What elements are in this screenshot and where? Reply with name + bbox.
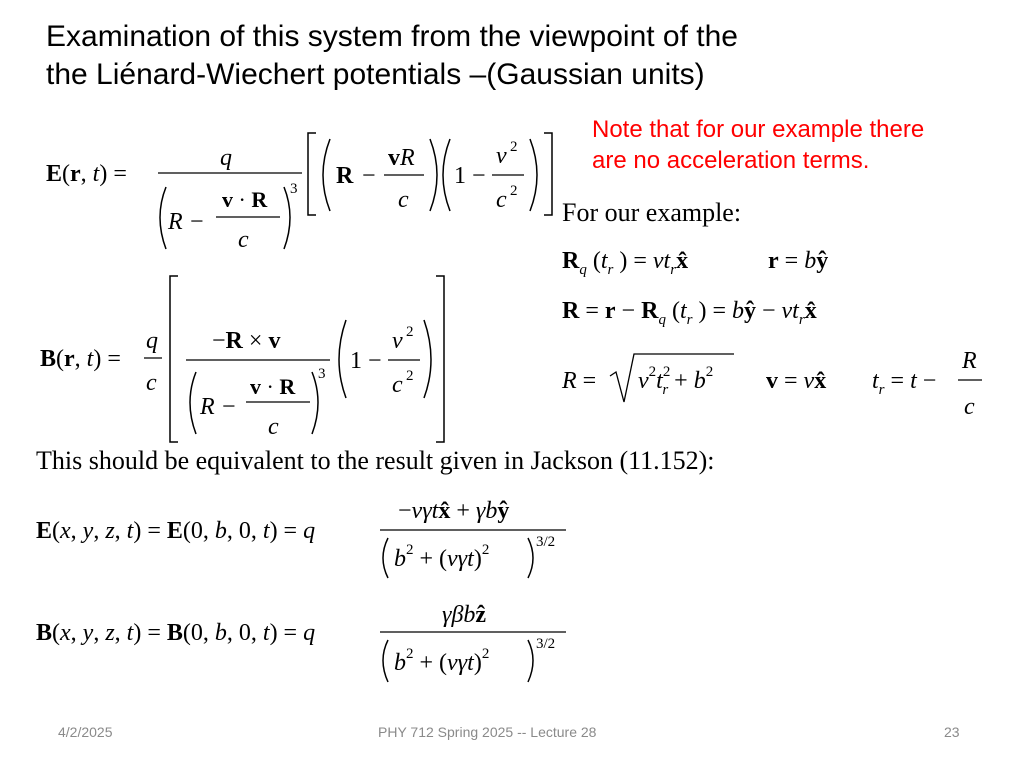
equation-b-field — [40, 270, 460, 450]
svg-text:−: − — [222, 394, 236, 420]
svg-text:3/2: 3/2 — [536, 636, 556, 652]
svg-text:R: R — [336, 163, 354, 189]
svg-text:E(x, y, z, t) = E(0, b, 0, t): E(x, y, z, t) = E(0, b, 0, t) = q — [36, 518, 316, 544]
svg-text:v2t2r + b2: $v^2t^2$ $r + b^2$ — [638, 364, 714, 398]
jackson-statement: This should be equivalent to the result given in Jackson (11.152): — [36, 446, 715, 475]
svg-text:r = bŷ: r = bŷ — [768, 248, 829, 274]
svg-text:B(r, t) =: B(r, t) = — [40, 346, 121, 372]
footer-date: 4/2/2025 — [58, 724, 113, 740]
note-line-1: Note that for our example there — [592, 116, 925, 143]
svg-text:c: c — [398, 187, 409, 213]
svg-text:R =: R = — [562, 368, 597, 394]
svg-text:c: c — [238, 227, 249, 253]
svg-text:v · R: v · R — [250, 374, 296, 399]
svg-text:3: 3 — [290, 181, 298, 197]
equation-jackson-b — [36, 596, 576, 696]
svg-text:c: c — [392, 372, 403, 398]
svg-text:E(r, t) =: E(r, t) = — [46, 161, 127, 187]
title-line-2: the Liénard-Wiechert potentials –(Gaussian units) — [46, 58, 705, 91]
svg-text:R: R — [962, 348, 977, 374]
equation-e-field — [40, 125, 570, 265]
svg-text:c: c — [146, 370, 157, 396]
equation-definitions — [556, 236, 1006, 426]
for-example-label: For our example: — [562, 198, 742, 227]
svg-text:1 −: 1 − — [454, 163, 486, 189]
svg-text:R: R — [168, 209, 183, 235]
svg-text:2: 2 — [406, 324, 414, 340]
note-line-2: are no acceleration terms. — [592, 147, 870, 174]
svg-text:c: c — [496, 187, 507, 213]
svg-text:Rq (tr ) = vtrx̂: $R_q$ ($t_r$ ) = $vt_rx̂$ — [562, 248, 689, 278]
svg-text:3: 3 — [318, 366, 326, 382]
svg-text:−R × v: −R × v — [212, 328, 281, 354]
svg-text:q: q — [146, 328, 158, 354]
footer-page-number: 23 — [944, 724, 960, 740]
svg-text:3/2: 3/2 — [536, 534, 556, 550]
svg-text:1 −: 1 − — [350, 348, 382, 374]
svg-text:b2 + (vγt)2: $b^2 + (v\gamma t)^2$ — [394, 646, 490, 676]
svg-text:q: q — [220, 145, 232, 171]
acceleration-note — [592, 114, 1012, 176]
svg-text:γβbẑ: γβbẑ — [442, 602, 487, 628]
svg-text:B(x, y, z, t) = B(0, b, 0, t): B(x, y, z, t) = B(0, b, 0, t) = q — [36, 620, 316, 646]
svg-text:2: 2 — [510, 183, 518, 199]
svg-text:−: − — [190, 209, 204, 235]
svg-text:b2 + (vγt)2: $b^2 + (v\gamma t)^2$ — [394, 542, 490, 572]
svg-text:2: 2 — [406, 368, 414, 384]
svg-text:R = r − Rq (tr ) = bŷ − vtrx̂: $R = r - R_q$ ($t_r$ ) = bŷ − $vt_rx̂$ — [562, 298, 817, 328]
svg-text:−: − — [362, 163, 376, 189]
footer-course: PHY 712 Spring 2025 -- Lecture 28 — [378, 724, 597, 740]
svg-text:tr = t −: $t_r = t$ − — [872, 368, 937, 398]
svg-text:c: c — [268, 414, 279, 440]
svg-text:−vγtx̂ + γbŷ: −vγtx̂ + γbŷ — [398, 498, 510, 524]
slide-title — [46, 18, 846, 94]
svg-text:vR: vR — [388, 145, 415, 171]
svg-text:c: c — [964, 394, 975, 420]
title-line-1: Examination of this system from the viewpoint of the — [46, 20, 738, 53]
svg-text:2: 2 — [510, 139, 518, 155]
svg-text:v: v — [392, 328, 403, 354]
svg-text:v · R: v · R — [222, 187, 268, 212]
svg-text:R: R — [200, 394, 215, 420]
equation-jackson-e — [36, 486, 576, 586]
svg-text:v = vx̂: v = vx̂ — [766, 368, 827, 394]
svg-text:v: v — [496, 143, 507, 169]
